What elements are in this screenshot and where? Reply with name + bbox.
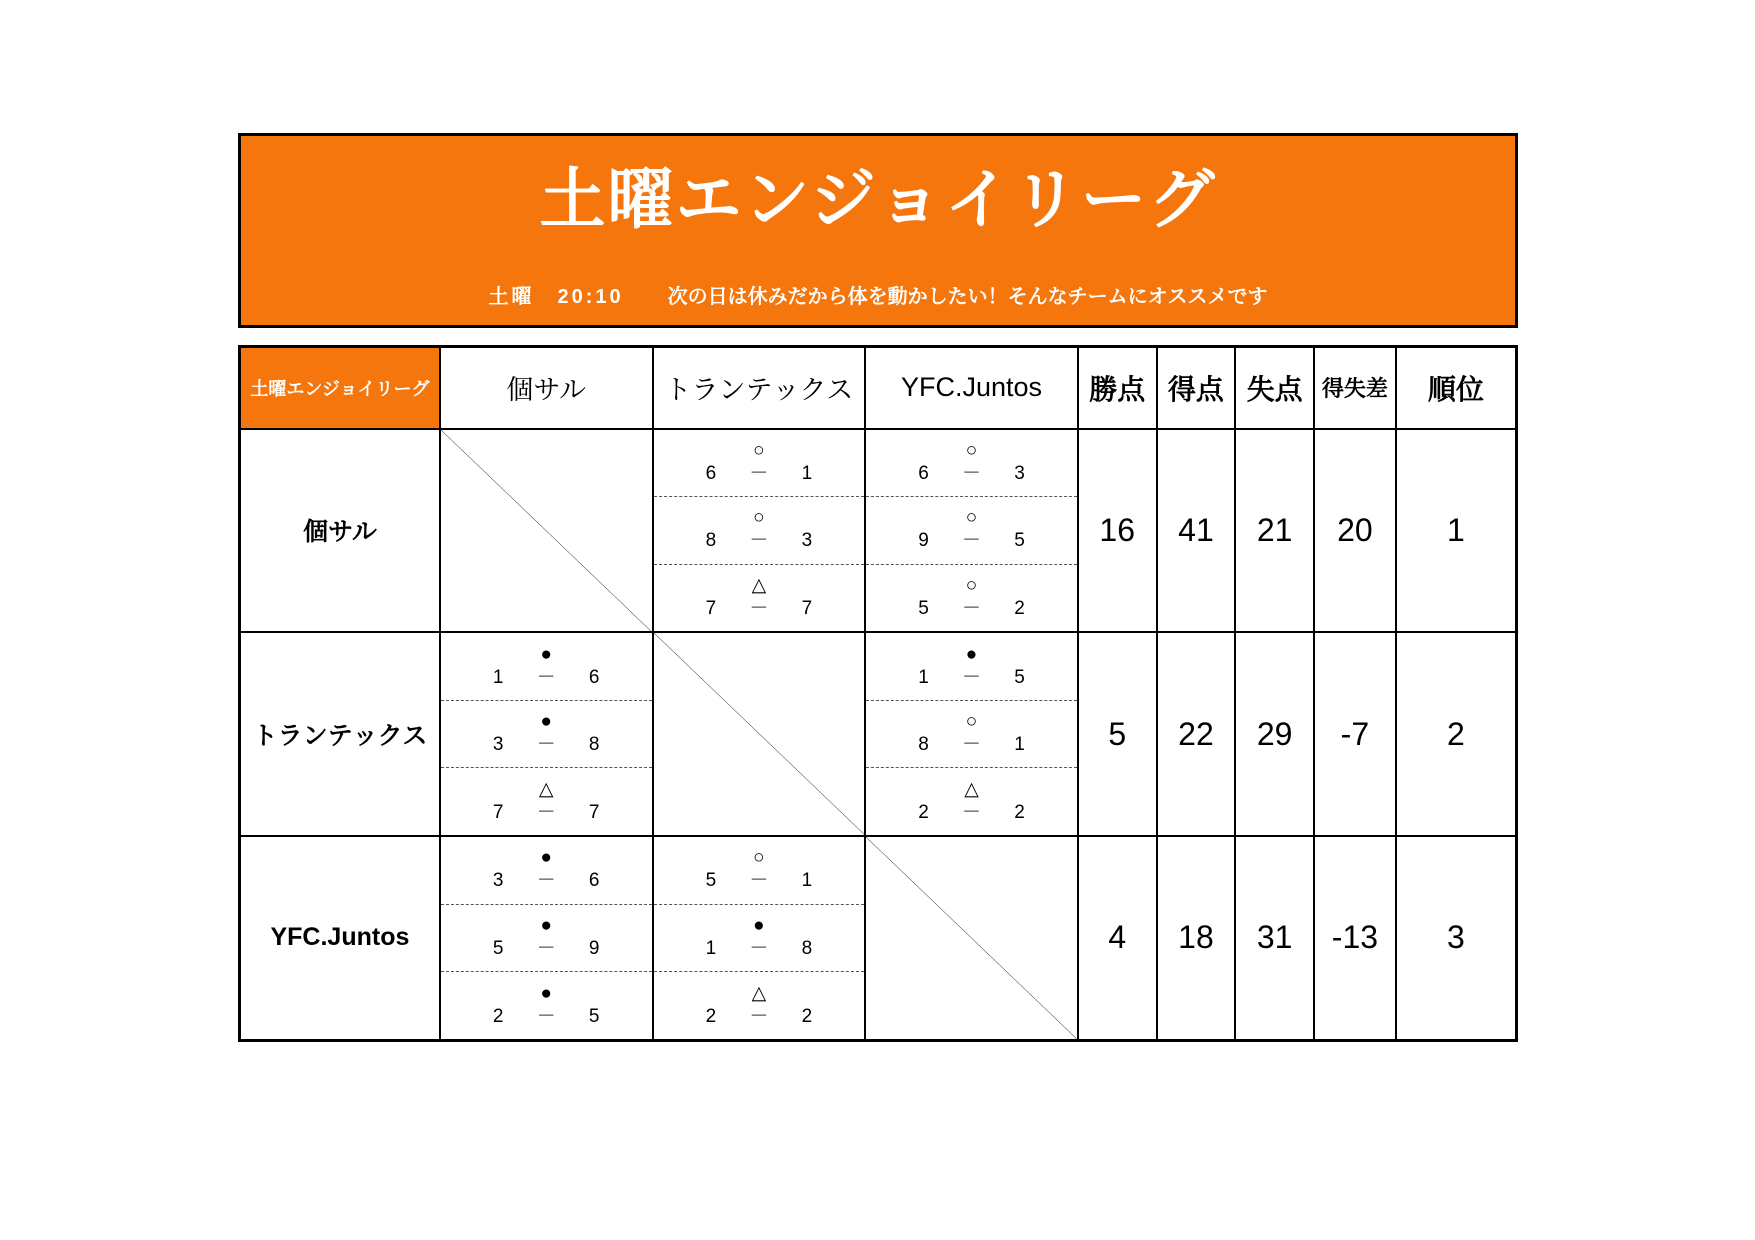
score-dash: － <box>536 801 556 823</box>
match-result <box>654 430 865 497</box>
match-cell <box>865 429 1078 633</box>
score <box>654 530 865 552</box>
table-row <box>240 836 1517 1040</box>
table-row <box>240 632 1517 836</box>
goals-against: 7 <box>588 801 600 823</box>
match-result <box>654 496 865 564</box>
score <box>654 1006 865 1028</box>
rank-value: 2 <box>1396 632 1517 836</box>
result-mark: ● <box>540 643 552 665</box>
goals-against: 5 <box>1014 666 1025 688</box>
goals-for: 7 <box>705 597 717 619</box>
score-dash: － <box>962 462 982 484</box>
result-mark: ○ <box>965 574 978 596</box>
goals-against: 7 <box>801 597 813 619</box>
match-result <box>654 904 865 972</box>
table-header-row <box>240 347 1517 429</box>
score <box>866 530 1077 552</box>
result-mark: ○ <box>965 711 978 733</box>
blocked-cell <box>440 429 653 633</box>
goals-against: 5 <box>1014 530 1025 552</box>
league-sheet <box>238 133 1518 1042</box>
score <box>866 802 1077 824</box>
goals-for: 5 <box>492 937 504 959</box>
goals-against: 2 <box>801 1005 813 1027</box>
row-team-name: トランテックス <box>240 632 440 836</box>
score-dash: － <box>749 1005 769 1027</box>
match-result <box>866 496 1077 564</box>
goals-for: 6 <box>918 462 929 484</box>
match-result <box>654 837 865 904</box>
score-dash: － <box>962 530 982 552</box>
table-body <box>240 429 1517 1041</box>
goals-against: 6 <box>588 870 600 892</box>
goals-against: 5 <box>588 1005 600 1027</box>
score-dash: － <box>749 870 769 892</box>
score-dash: － <box>962 801 982 823</box>
goals-for-value: 41 <box>1157 429 1236 633</box>
row-team-name: 個サル <box>240 429 440 633</box>
score <box>441 802 652 824</box>
score-dash: － <box>536 1005 556 1027</box>
goals-for: 3 <box>492 734 504 756</box>
score <box>866 734 1077 756</box>
goal-diff-value: -7 <box>1314 632 1396 836</box>
result-mark: ○ <box>965 439 978 461</box>
goals-against: 3 <box>1014 462 1025 484</box>
result-mark: △ <box>964 778 979 800</box>
goals-against: 6 <box>588 666 600 688</box>
score-dash: － <box>749 530 769 552</box>
match-cell <box>865 632 1078 836</box>
header-points: 勝点 <box>1078 347 1157 429</box>
goals-for-value: 22 <box>1157 632 1236 836</box>
standings-table <box>238 345 1518 1042</box>
match-result <box>441 700 652 768</box>
goals-for: 8 <box>705 530 717 552</box>
points-value: 5 <box>1078 632 1157 836</box>
rank-value: 3 <box>1396 836 1517 1040</box>
score <box>441 1006 652 1028</box>
goals-against: 2 <box>1014 801 1025 823</box>
goal-diff-value: -13 <box>1314 836 1396 1040</box>
result-mark: ○ <box>753 439 765 461</box>
match-result <box>866 564 1077 632</box>
result-mark: ● <box>753 914 765 936</box>
blocked-cell <box>653 632 866 836</box>
match-result <box>866 767 1077 835</box>
match-result <box>441 633 652 700</box>
match-result <box>654 564 865 632</box>
header-league-name: 土曜エンジョイリーグ <box>240 347 440 429</box>
score-dash: － <box>536 870 556 892</box>
goals-against: 2 <box>1014 597 1025 619</box>
goals-for: 5 <box>705 870 717 892</box>
match-result <box>654 971 865 1039</box>
goals-for: 3 <box>492 870 504 892</box>
match-result <box>866 700 1077 768</box>
result-mark: △ <box>751 574 767 596</box>
header-goals-against: 失点 <box>1235 347 1314 429</box>
score-dash: － <box>536 937 556 959</box>
score <box>654 598 865 620</box>
score <box>441 667 652 689</box>
result-mark: ● <box>540 847 552 869</box>
goals-against: 9 <box>588 937 600 959</box>
goals-for-value: 18 <box>1157 836 1236 1040</box>
score-dash: － <box>536 734 556 756</box>
match-result <box>441 904 652 972</box>
goals-against-value: 21 <box>1235 429 1314 633</box>
title-banner <box>238 133 1518 328</box>
header-goals-for: 得点 <box>1157 347 1236 429</box>
match-cell <box>440 632 653 836</box>
goals-against: 1 <box>801 462 813 484</box>
goals-for: 2 <box>492 1005 504 1027</box>
match-result <box>866 430 1077 497</box>
score-dash: － <box>962 597 982 619</box>
result-mark: ● <box>965 643 978 665</box>
goals-against: 1 <box>1014 734 1025 756</box>
result-mark: ● <box>540 914 552 936</box>
score <box>441 938 652 960</box>
match-result <box>441 837 652 904</box>
match-cell <box>653 836 866 1040</box>
result-mark: ● <box>540 711 552 733</box>
header-team-1: トランテックス <box>653 347 866 429</box>
header-team-2: YFC.Juntos <box>865 347 1078 429</box>
goals-for: 2 <box>705 1005 717 1027</box>
goals-against-value: 29 <box>1235 632 1314 836</box>
result-mark: ○ <box>753 847 765 869</box>
schedule-time: 土曜 20:10 <box>488 286 624 308</box>
table-row <box>240 429 1517 633</box>
score-dash: － <box>749 597 769 619</box>
header-goal-diff: 得失差 <box>1314 347 1396 429</box>
goals-for: 1 <box>705 937 717 959</box>
result-mark: ○ <box>965 507 978 529</box>
tagline: 次の日は休みだから体を動かしたい！そんなチームにオススメです <box>667 286 1268 308</box>
score-dash: － <box>962 666 982 688</box>
score-dash: － <box>962 734 982 756</box>
goals-for: 7 <box>492 801 504 823</box>
banner-subtitle <box>241 280 1515 309</box>
goals-for: 6 <box>705 462 717 484</box>
goals-for: 2 <box>918 801 929 823</box>
goals-against: 8 <box>588 734 600 756</box>
result-mark: △ <box>538 778 554 800</box>
result-mark: ● <box>540 982 552 1004</box>
score <box>654 463 865 485</box>
score <box>441 870 652 892</box>
goals-against: 1 <box>801 870 813 892</box>
score <box>866 598 1077 620</box>
goals-against-value: 31 <box>1235 836 1314 1040</box>
goals-for: 1 <box>492 666 504 688</box>
match-result <box>866 633 1077 700</box>
page-title: 土曜エンジョイリーグ <box>539 162 1217 236</box>
score-dash: － <box>536 666 556 688</box>
match-result <box>441 767 652 835</box>
match-cell <box>440 836 653 1040</box>
points-value: 4 <box>1078 836 1157 1040</box>
score <box>441 734 652 756</box>
result-mark: △ <box>751 982 767 1004</box>
rank-value: 1 <box>1396 429 1517 633</box>
score <box>654 870 865 892</box>
score <box>866 667 1077 689</box>
goals-for: 8 <box>918 734 929 756</box>
goals-for: 5 <box>918 597 929 619</box>
match-cell <box>653 429 866 633</box>
header-team-0: 個サル <box>440 347 653 429</box>
header-rank: 順位 <box>1396 347 1517 429</box>
score <box>866 463 1077 485</box>
goals-against: 8 <box>801 937 813 959</box>
points-value: 16 <box>1078 429 1157 633</box>
match-result <box>441 971 652 1039</box>
row-team-name: YFC.Juntos <box>240 836 440 1040</box>
goals-against: 3 <box>801 530 813 552</box>
goals-for: 9 <box>918 530 929 552</box>
goal-diff-value: 20 <box>1314 429 1396 633</box>
goals-for: 1 <box>918 666 929 688</box>
score <box>654 938 865 960</box>
blocked-cell <box>865 836 1078 1040</box>
score-dash: － <box>749 462 769 484</box>
score-dash: － <box>749 937 769 959</box>
result-mark: ○ <box>753 507 765 529</box>
